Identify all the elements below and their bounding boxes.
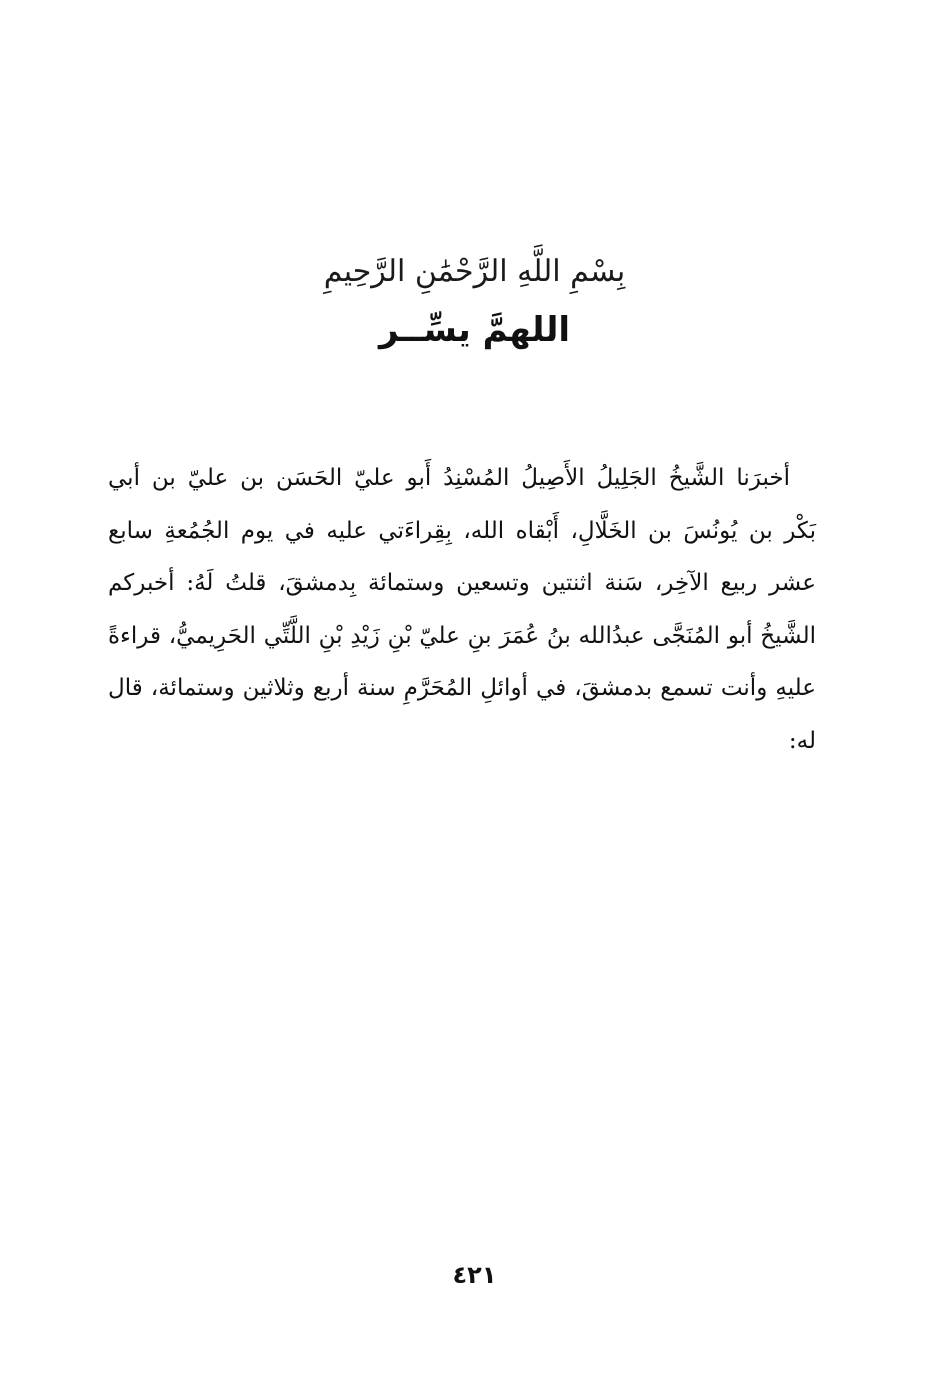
basmala-header: بِسْمِ اللَّهِ الرَّحْمَٰنِ الرَّحِيمِ <box>323 254 626 289</box>
page-heading: اللهمَّ يسِّــر <box>378 310 570 350</box>
text-line: بَكْر بن يُونُسَ بن الخَلَّالِ، أَبْقاه الله، بِقِراءَتي عليه في يوم الجُمُعةِ سابع <box>108 517 816 544</box>
page-number: ٤٢١ <box>452 1261 497 1289</box>
body-paragraph <box>108 452 816 767</box>
text-line: أخبرَنا الشَّيخُ الجَلِيلُ الأَصِيلُ المُسْنِدُ أَبو عليّ الحَسَن بن عليّ بن أبي <box>108 465 790 491</box>
text-line: له: <box>788 727 816 754</box>
text-line: عليهِ وأنت تسمع بدمشقَ، في أوائلِ المُحَرَّمِ سنة أربع وثلاثين وستمائة، قال <box>108 675 816 701</box>
text-line: عشر ربيع الآخِر، سَنة اثنتين وتسعين وستمائة بِدمشقَ، قلتُ لَهُ: أخبركم <box>108 570 816 596</box>
text-line: الشَّيخُ أبو المُنَجَّى عبدُالله بنُ عُمَرَ بنِ عليّ بْنِ زَيْدِ بْنِ اللَّتِّي الحَرِيميُّ، قراءةً <box>108 622 816 649</box>
